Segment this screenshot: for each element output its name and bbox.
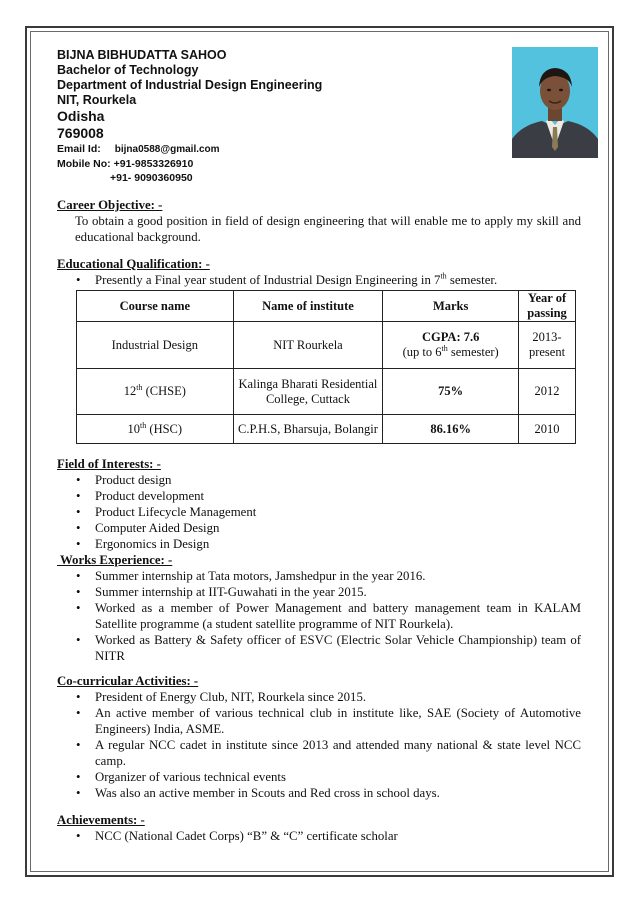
list-item: • Ergonomics in Design	[57, 536, 581, 552]
mobile-line	[57, 157, 579, 171]
list-item: • An active member of various technical club in institute like, SAE (Society of Automotive Engineers) India, ASME.	[57, 705, 581, 737]
col-year: Year of passing	[519, 291, 576, 322]
table-row: Industrial Design NIT Rourkela CGPA: 7.6 (up to 6th semester) 2013-present	[77, 322, 576, 369]
career-objective-section	[57, 197, 581, 245]
list-item: • NCC (National Cadet Corps) “B” & “C” certificate scholar	[57, 828, 581, 844]
cocurricular-heading: Co-curricular Activities: -	[57, 674, 199, 688]
education-heading: Educational Qualification: -	[57, 257, 210, 271]
cocurricular-section	[57, 673, 581, 801]
email-label: Email Id:	[57, 143, 101, 155]
institute: NIT, Rourkela	[57, 93, 137, 107]
pin-code: 769008	[57, 125, 104, 141]
career-objective-heading: Career Objective: -	[57, 198, 163, 212]
education-section	[57, 256, 581, 288]
interests-section	[57, 456, 581, 664]
table-row: 12th (CHSE) Kalinga Bharati Residential College, Cuttack 75% 2012	[77, 369, 576, 415]
mobile-number-1: +91-9853326910	[113, 158, 194, 170]
list-item: • Summer internship at IIT-Guwahati in the year 2015.	[57, 584, 581, 600]
degree: Bachelor of Technology	[57, 63, 199, 77]
candidate-name: BIJNA BIBHUDATTA SAHOO	[57, 48, 227, 62]
education-table	[76, 290, 576, 444]
list-item: • Product design	[57, 472, 581, 488]
mobile-number-2: +91- 9090360950	[110, 172, 193, 184]
list-item: • Was also an active member in Scouts and Red cross in school days.	[57, 785, 581, 801]
list-item: • Worked as a member of Power Management and battery management team in KALAM Satellite programme (a student satellite programme of NIT Rourkela).	[57, 600, 581, 632]
list-item: • President of Energy Club, NIT, Rourkela since 2015.	[57, 689, 581, 705]
mobile-label: Mobile No:	[57, 158, 111, 170]
state: Odisha	[57, 108, 105, 124]
list-item: • Product development	[57, 488, 581, 504]
list-item: • Summer internship at Tata motors, Jamshedpur in the year 2016.	[57, 568, 581, 584]
profile-photo	[512, 47, 598, 158]
table-header-row	[77, 291, 576, 322]
list-item: • Worked as Battery & Safety officer of ESVC (Electric Solar Vehicle Championship) team of NITR	[57, 632, 581, 664]
achievements-heading: Achievements: -	[57, 813, 145, 827]
list-item: • Organizer of various technical events	[57, 769, 581, 785]
department: Department of Industrial Design Engineering	[57, 78, 323, 92]
work-heading: Works Experience: -	[57, 553, 173, 567]
resume-header	[57, 48, 579, 185]
interests-heading: Field of Interests: -	[57, 457, 161, 471]
email-value: bijna0588@gmail.com	[114, 144, 220, 155]
col-institute: Name of institute	[233, 291, 383, 322]
list-item: • Product Lifecycle Management	[57, 504, 581, 520]
list-item: • A regular NCC cadet in institute since 2013 and attended many national & state level NCC camp.	[57, 737, 581, 769]
career-objective-text: To obtain a good position in field of design engineering that will enable me to apply my skill and educational background.	[75, 214, 581, 244]
col-marks: Marks	[383, 291, 519, 322]
list-item: • Computer Aided Design	[57, 520, 581, 536]
email-line	[57, 142, 579, 157]
col-course-name: Course name	[77, 291, 234, 322]
table-row: 10th (HSC) C.P.H.S, Bharsuja, Bolangir 86.16% 2010	[77, 415, 576, 444]
achievements-section	[57, 812, 581, 844]
education-intro: • Presently a Final year student of Industrial Design Engineering in 7th semester.	[57, 272, 581, 288]
